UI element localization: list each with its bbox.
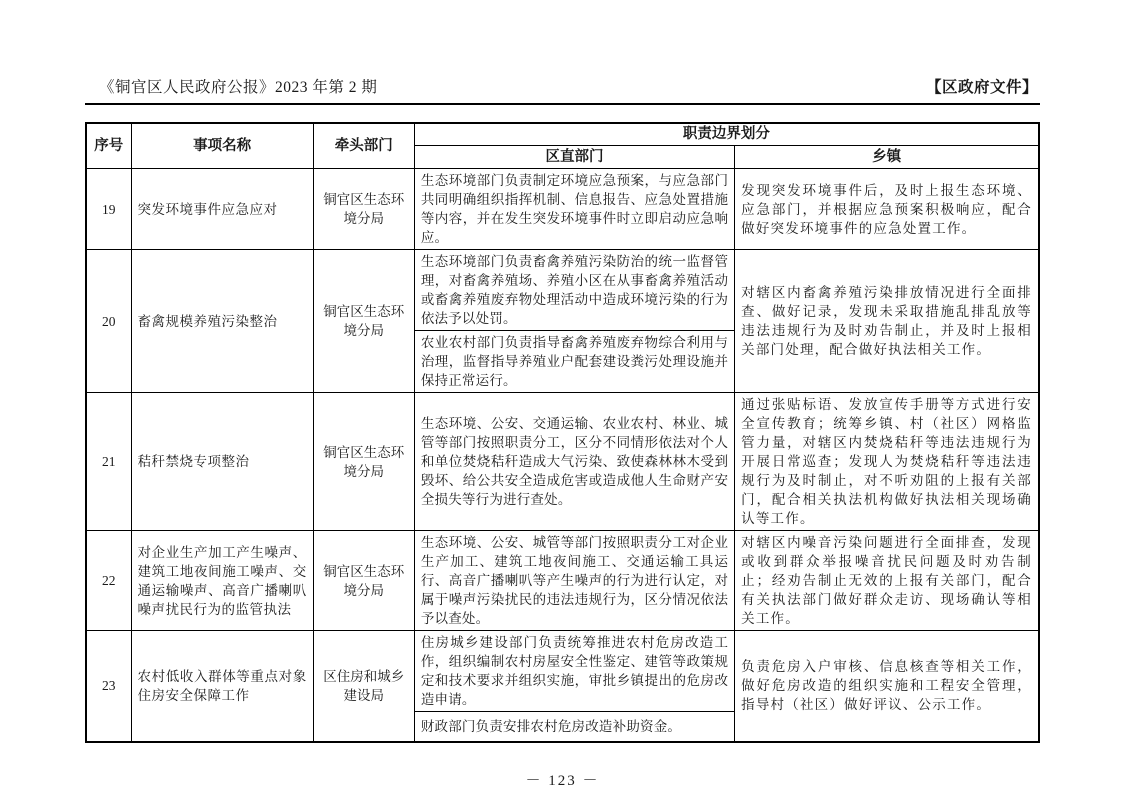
- column-header-township: 乡镇: [735, 146, 1039, 169]
- row-23-district-duty-2: 财政部门负责安排农村危房改造补助资金。: [414, 712, 734, 742]
- row-20-district-duty-2: 农业农村部门负责指导畜禽养殖废弃物综合利用与治理，监督指导养殖业户配套建设粪污处理设施并保持正常运行。: [414, 331, 734, 393]
- row-21-item-name: 秸秆禁烧专项整治: [131, 393, 313, 531]
- row-20-item-name: 畜禽规模养殖污染整治: [131, 250, 313, 393]
- table-row-22: [86, 531, 1039, 631]
- row-21-lead-department: 铜官区生态环境分局: [313, 393, 414, 531]
- responsibility-division-table: [85, 122, 1040, 743]
- table-header-row-top: [86, 123, 1039, 146]
- column-header-lead: 牵头部门: [313, 123, 414, 169]
- row-22-no: 22: [86, 531, 131, 631]
- row-19-township-duty: 发现突发环境事件后，及时上报生态环境、应急部门，并根据应急预案积极响应，配合做好突发环境事件的应急处置工作。: [735, 169, 1039, 250]
- row-22-item-name: 对企业生产加工产生噪声、建筑工地夜间施工噪声、交通运输噪声、高音广播喇叭噪声扰民行为的监管执法: [131, 531, 313, 631]
- row-19-item-name: 突发环境事件应急应对: [131, 169, 313, 250]
- row-21-township-duty: 通过张贴标语、发放宣传手册等方式进行安全宣传教育；统筹乡镇、村（社区）网格监管力量，对辖区内焚烧秸秆等违法违规行为开展日常巡查；发现人为焚烧秸秆等违法违规行为及时制止，对不听劝阻的上报有关部门，配合相关执法机构做好执法相关现场确认等工作。: [735, 393, 1039, 531]
- column-header-item: 事项名称: [131, 123, 313, 169]
- row-21-district-duty: 生态环境、公安、交通运输、农业农村、林业、城管等部门按照职责分工，区分不同情形依法对个人和单位焚烧秸秆造成大气污染、致使森林林木受到毁坏、给公共安全造成危害或造成他人生命财产安全损失等行为进行查处。: [414, 393, 734, 531]
- doc-category-label: 【区政府文件】: [925, 79, 1038, 96]
- row-21-no: 21: [86, 393, 131, 531]
- column-header-division: 职责边界划分: [414, 123, 1039, 146]
- row-23-item-name: 农村低收入群体等重点对象住房安全保障工作: [131, 631, 313, 742]
- page-number: － 123 －: [525, 772, 600, 789]
- row-22-township-duty: 对辖区内噪音污染问题进行全面排查，发现或收到群众举报噪音扰民问题及时劝告制止；经劝告制止无效的上报有关部门，配合有关执法部门做好群众走访、现场确认等相关工作。: [735, 531, 1039, 631]
- page-header: [85, 75, 1040, 105]
- row-20-township-duty: 对辖区内畜禽养殖污染排放情况进行全面排查、做好记录，发现未采取措施乱排乱放等违法违规行为及时劝告制止，并及时上报相关部门处理，配合做好执法相关工作。: [735, 250, 1039, 393]
- row-20-no: 20: [86, 250, 131, 393]
- row-19-no: 19: [86, 169, 131, 250]
- row-22-lead-department: 铜官区生态环境分局: [313, 531, 414, 631]
- table-row-21: [86, 393, 1039, 531]
- row-22-district-duty: 生态环境、公安、城管等部门按照职责分工对企业生产加工、建筑工地夜间施工、交通运输工具运行、高音广播喇叭等产生噪声的行为进行认定，对属于噪声污染扰民的违法违规行为，区分情况依法予以查处。: [414, 531, 734, 631]
- column-header-district: 区直部门: [414, 146, 734, 169]
- table-row-20: [86, 250, 1039, 331]
- gazette-title: 《铜官区人民政府公报》2023 年第 2 期: [99, 79, 378, 96]
- row-23-district-duty-1: 住房城乡建设部门负责统筹推进农村危房改造工作，组织编制农村房屋安全性鉴定、建管等政策规定和技术要求并组织实施，审批乡镇提出的危房改造申请。: [414, 631, 734, 712]
- row-19-district-duty: 生态环境部门负责制定环境应急预案，与应急部门共同明确组织指挥机制、信息报告、应急处置措施等内容，并在发生突发环境事件时立即启动应急响应。: [414, 169, 734, 250]
- table-row-19: [86, 169, 1039, 250]
- column-header-no: 序号: [86, 123, 131, 169]
- row-23-no: 23: [86, 631, 131, 742]
- row-23-lead-department: 区住房和城乡建设局: [313, 631, 414, 742]
- row-19-lead-department: 铜官区生态环境分局: [313, 169, 414, 250]
- table-row-23: [86, 631, 1039, 712]
- row-20-lead-department: 铜官区生态环境分局: [313, 250, 414, 393]
- row-20-district-duty-1: 生态环境部门负责畜禽养殖污染防治的统一监督管理，对畜禽养殖场、养殖小区在从事畜禽养殖活动或畜禽养殖废弃物处理活动中造成环境污染的行为依法予以处罚。: [414, 250, 734, 331]
- row-23-township-duty: 负责危房入户审核、信息核查等相关工作，做好危房改造的组织实施和工程安全管理，指导村（社区）做好评议、公示工作。: [735, 631, 1039, 742]
- gazette-page: [85, 75, 1040, 790]
